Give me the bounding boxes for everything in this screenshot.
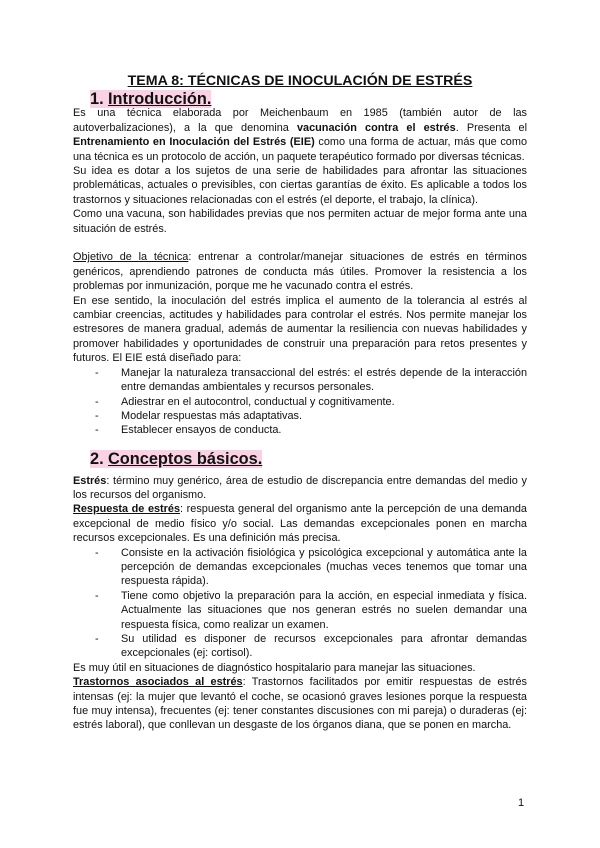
page-content [73, 72, 527, 733]
intro-paragraph-1 [73, 106, 527, 164]
intro-paragraph-3: Como una vacuna, son habilidades previas que nos permiten actuar de mejor forma ante una situación de estrés. [73, 208, 527, 235]
trastornos-definition [73, 675, 527, 733]
trastornos-text: : Trastornos facilitados por emitir respuestas de estrés intensas (ej: la mujer que levantó el coche, se ocasionó graves lesiones porque la respuesta fue muy intensa), frecuentes (ej: tener constantes discusiones con mi pareja) o duraderas (ej: estrés laboral), que conllevan un desgaste de los órganos diana, que se ponen en marcha. [73, 676, 527, 732]
intro-text-2: . Presenta el [455, 121, 527, 134]
list-item: - Establecer ensayos de conducta. [121, 423, 527, 437]
trastornos-term: Trastornos asociados al estrés [73, 676, 243, 689]
intro-text-3: como una forma de actuar, más que como una técnica es un protocolo de acción, un paquete terapéutico formado por diversas técnicas. [73, 136, 527, 163]
list-item: - Su utilidad es disponer de recursos excepcionales para afrontar demandas excepcionales (ej: cortisol). [121, 632, 527, 661]
page-title: TEMA 8: TÉCNICAS DE INOCULACIÓN DE ESTRÉS [127, 73, 473, 89]
respuesta-term: Respuesta de estrés [73, 503, 181, 516]
objective-paragraph [73, 250, 527, 293]
respuesta-text: : respuesta general del organismo ante la percepción de una demanda excepcional de medio físico y/o social. Las demandas excepcionales ponen en marcha recursos excepcionales. Es una definición más precisa. [73, 503, 527, 545]
section-1-heading [73, 92, 527, 106]
respuesta-bullet-list [73, 546, 527, 661]
page-number: 1 [518, 797, 525, 809]
list-item: - Adiestrar en el autocontrol, conductual y cognitivamente. [121, 395, 527, 409]
list-item: - Consiste en la activación fisiológica y psicológica excepcional y automática ante la percepción de demandas excepcionales (muchas veces tenemos que tomar una respuesta rápida). [121, 546, 527, 589]
list-item: - Manejar la naturaleza transaccional del estrés: el estrés depende de la interacción entre demandas ambientales y recursos personales. [121, 366, 527, 395]
respuesta-definition [73, 502, 527, 545]
estres-text: : término muy genérico, área de estudio de discrepancia entre demandas del medio y los recursos del organismo. [73, 474, 527, 501]
section-2-title: Conceptos básicos. [108, 450, 263, 469]
intro-text-1: Es una técnica elaborada por Meichenbaum en 1985 (también autor de las autoverbalizaciones), a la que denomina [73, 107, 527, 134]
section-2-number: 2. [90, 450, 104, 469]
objective-text: : entrenar a controlar/manejar situaciones de estrés en términos genéricos, aprendiendo patrones de conducta más útiles. Promover la resistencia a los problemas por inmunización, porque me he vacunado contra el estrés. [73, 251, 527, 293]
section-2-heading [73, 450, 527, 469]
list-item: - Tiene como objetivo la preparación para la acción, en especial inmediata y física. Actualmente las situaciones que nos generan estrés no suelen demandar una respuesta física, como realizar un examen. [121, 589, 527, 632]
section-1-number: 1. [90, 90, 104, 108]
section-1-title: Introducción. [108, 90, 212, 108]
estres-term: Estrés [73, 474, 107, 487]
spacer [73, 236, 527, 250]
intro-paragraph-4: En ese sentido, la inoculación del estrés implica el aumento de la tolerancia al estrés al cambiar creencias, actitudes y habilidades para controlar el estrés. Nos permite manejar los estresores de manera gradual, además de aumentar la resiliencia con nuevas habilidades y promover habilidades y oportunidades de construir una preparación para retos presentes y futuros. El EIE está diseñado para: [73, 294, 527, 365]
intro-bold-vacunacion: vacunación contra el estrés [296, 121, 456, 134]
objective-label: Objetivo de la técnica [73, 251, 189, 264]
util-paragraph: Es muy útil en situaciones de diagnóstico hospitalario para manejar las situaciones. [73, 661, 476, 674]
estres-definition [73, 474, 527, 503]
eie-bullet-list [73, 366, 527, 438]
intro-bold-eie: Entrenamiento en Inoculación del Estrés (EIE) [73, 136, 315, 149]
list-item: - Modelar respuestas más adaptativas. [121, 409, 527, 423]
intro-paragraph-2: Su idea es dotar a los sujetos de una serie de habilidades para afrontar las situaciones problemáticas, actuales o previsibles, con ciertas garantías de éxito. Es aplicable a todos los trastornos y situaciones relacionadas con el estrés (el deporte, el trabajo, la clínica). [73, 165, 527, 206]
